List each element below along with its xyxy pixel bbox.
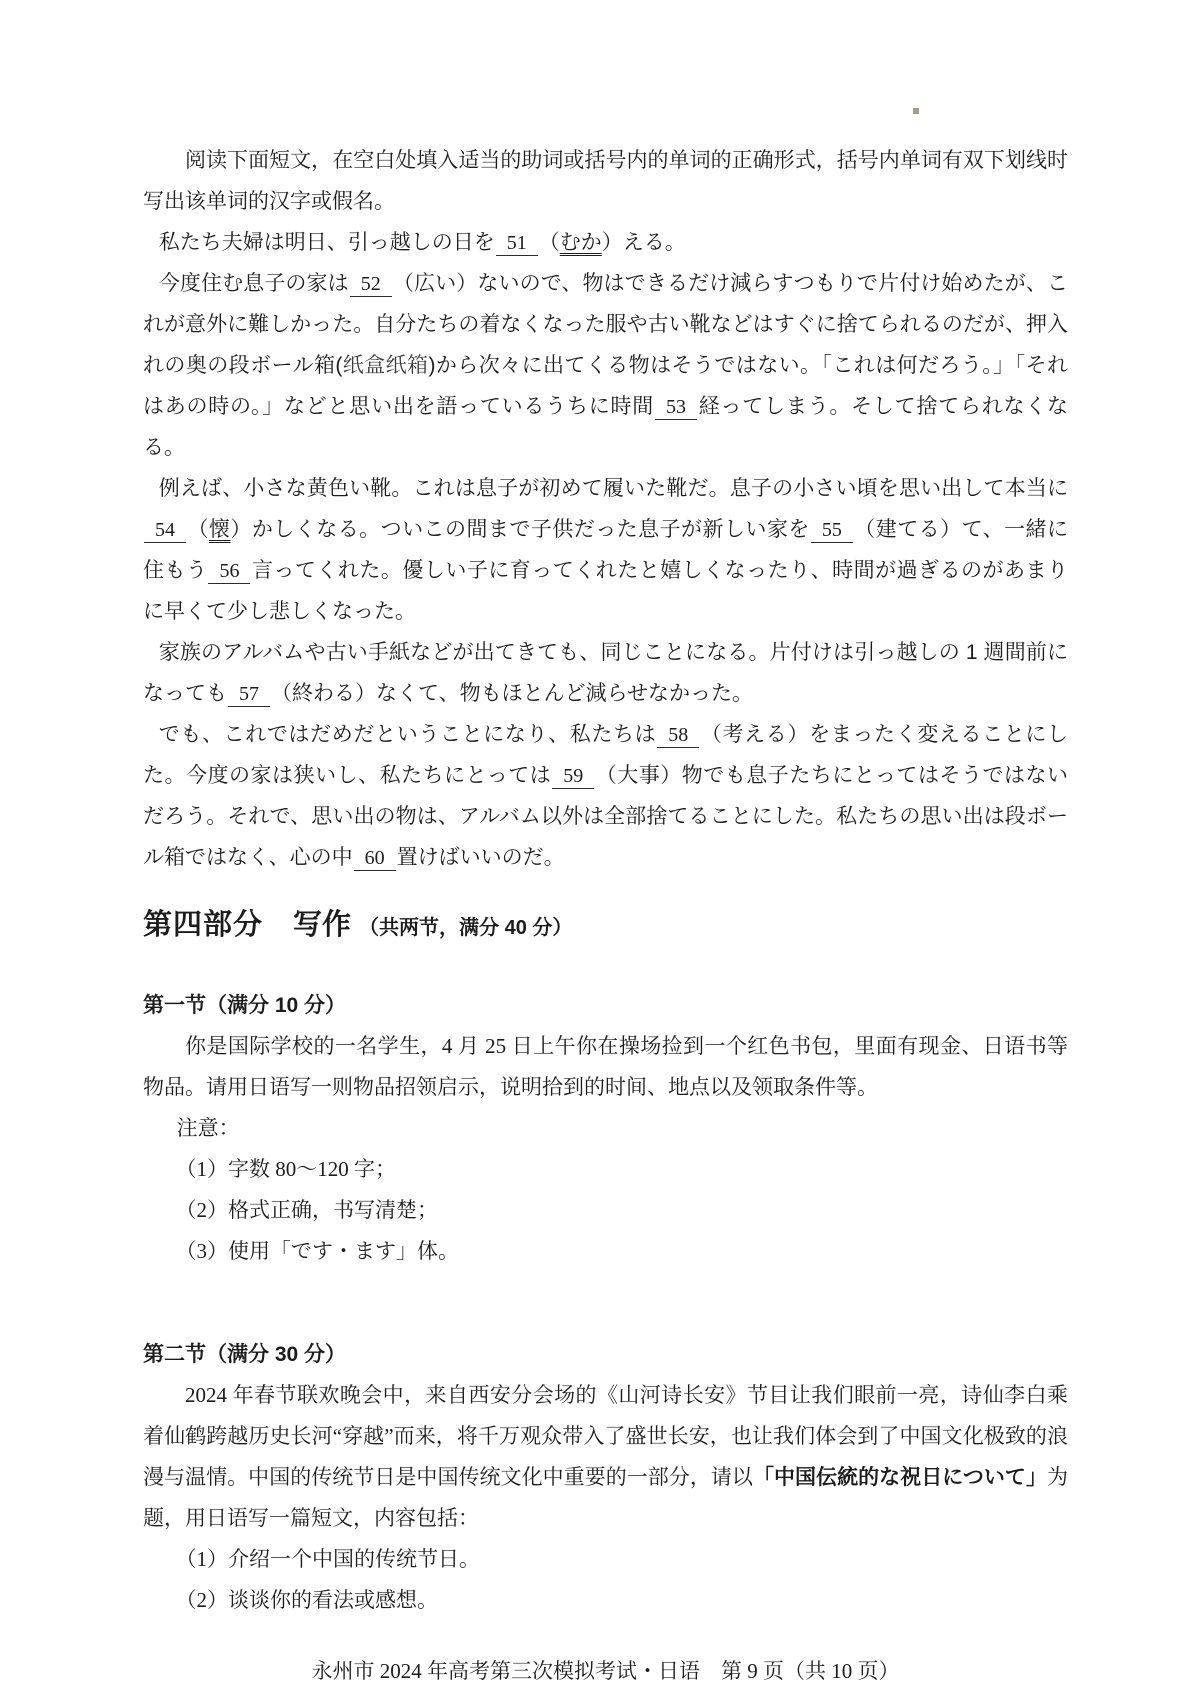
blank-59: 59 — [552, 765, 594, 789]
double-underline-word: むか — [559, 231, 602, 254]
blank-53: 53 — [655, 396, 697, 420]
text-run: 为题，用日语写一篇短文，内容包括： — [143, 1465, 1068, 1530]
list-item: （3）使用「です・ます」体。 — [175, 1239, 460, 1263]
text-run: （大事）物でも息子たちにとってはそうではないだろう。それで、思い出の物は、アルバム以外は全部捨てることにした。私たちの思い出は段ボール箱ではなく、心の中 — [143, 764, 1068, 869]
blank-58: 58 — [657, 724, 699, 748]
blank-57: 57 — [228, 683, 270, 707]
text-run: 2024 年春节联欢晚会中，来自西安分会场的《山河诗长安》节目让我们眼前一亮，诗仙李白乘着仙鹤跨越历史长河“穿越”而来，将千万观众带入了盛世长安，也让我们体会到了中国文化极致的浪漫与温情。中国的传统节日是中国传统文化中重要的一部分，请以 — [143, 1383, 1068, 1489]
list-item: （1）字数 80～120 字； — [175, 1157, 397, 1181]
section2-items — [143, 1539, 1068, 1621]
part4-heading-note: （共两节，满分 40 分） — [359, 917, 573, 939]
section1-body: 你是国际学校的一名学生，4 月 25 日上午你在操场捡到一个红色书包，里面有现金、日语书等物品。请用日语写一则物品招领启示，说明拾到的时间、地点以及领取条件等。 — [143, 1034, 1068, 1099]
section1-title: 第一节（满分 10 分） — [143, 994, 347, 1017]
blank-52: 52 — [350, 273, 392, 297]
text-run: （ — [187, 518, 209, 541]
blank-54: 54 — [144, 519, 186, 543]
blank-60: 60 — [354, 847, 396, 871]
passage-paragraph-1 — [143, 222, 1068, 263]
text-run: 私たち夫婦は明日、引っ越しの日を — [158, 231, 495, 254]
text-run: 置けばいいのだ。 — [396, 846, 565, 869]
part4-heading-title: 写作 — [293, 909, 352, 941]
double-underline-word: 懐 — [208, 518, 231, 541]
passage-paragraph-4 — [143, 632, 1068, 714]
passage-paragraph-5 — [143, 714, 1068, 878]
text-run: 今度住む息子の家は — [158, 272, 349, 295]
section-gap — [143, 1272, 1068, 1334]
section2-body — [143, 1375, 1068, 1539]
list-item: （1）介绍一个中国的传统节日。 — [175, 1547, 481, 1571]
text-run: でも、これではだめだということになり、私たちは — [158, 723, 657, 746]
essay-title: 「中国伝統的な祝日について」 — [752, 1466, 1047, 1489]
scan-artifact-dot — [913, 108, 919, 114]
section1-note-label: 注意： — [176, 1116, 240, 1140]
list-item: （2）谈谈你的看法或感想。 — [175, 1588, 439, 1612]
section1-notes — [143, 1149, 1068, 1272]
exam-page — [143, 0, 1068, 1692]
text-run: （広い）ないので、物はできるだけ減らすつもりで片付け始めたが、これが意外に難しかった。自分たちの着なくなった服や古い靴などはすぐに捨てられるのだが、押入れの奥の段ボール箱( — [143, 272, 1069, 377]
blank-55: 55 — [811, 519, 853, 543]
passage-paragraph-2 — [143, 263, 1068, 468]
page-footer: 永州市 2024 年高考第三次模拟考试・日语 第 9 页（共 10 页） — [311, 1659, 900, 1683]
chinese-gloss: 纸盒纸箱 — [342, 353, 429, 377]
text-run: 言ってくれた。優しい子に育ってくれたと嬉しくなったり、時間が過ぎるのがあまりに早くて少し悲しくなった。 — [143, 559, 1069, 623]
part4-heading — [143, 902, 1068, 953]
text-run: （考える）をまったく変えることにした。今度の家は狭いし、私たちにとっては — [143, 723, 1069, 787]
text-run: ）える。 — [601, 231, 686, 254]
blank-51: 51 — [496, 232, 538, 256]
text-run: )から次々に出てくる物はそうではない。「これは何だろう。」「それはあの時の。」などと思い出を語っているうちに時間 — [143, 354, 1068, 418]
passage-paragraph-3 — [143, 468, 1068, 632]
part4-heading-number: 第四部分 — [143, 909, 264, 941]
grammar-instructions: 阅读下面短文，在空白处填入适当的助词或括号内的单词的正确形式，括号内单词有双下划线时写出该单词的汉字或假名。 — [143, 148, 1068, 213]
list-item: （2）格式正确，书写清楚； — [175, 1198, 439, 1222]
blank-56: 56 — [208, 560, 250, 584]
text-run: 例えば、小さな黄色い靴。これは息子が初めて履いた靴だ。息子の小さい頃を思い出して本当に — [158, 477, 1068, 500]
text-run: （終わる）なくて、物もほとんど減らせなかった。 — [271, 682, 753, 705]
text-run: （建てる）て、一緒に住もう — [143, 518, 1068, 582]
text-run: ）かしくなる。ついこの間まで子供だった息子が新しい家を — [230, 518, 810, 541]
text-run: （ — [538, 231, 560, 254]
text-run: 経ってしまう。そして捨てられなくなる。 — [143, 395, 1068, 459]
text-run: 家族のアルバムや古い手紙などが出てきても、同じことになる。片付けは引っ越しの 1 週間前になっても — [143, 641, 1068, 705]
section2-title: 第二节（满分 30 分） — [143, 1343, 347, 1366]
